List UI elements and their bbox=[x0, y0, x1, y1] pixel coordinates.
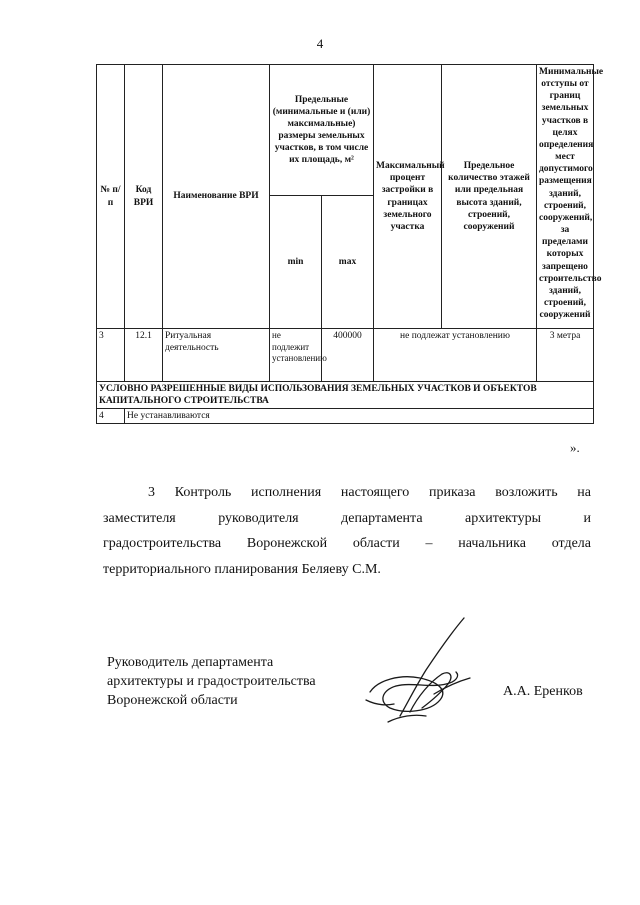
table-row bbox=[97, 329, 594, 382]
signatory-name: А.А. Еренков bbox=[503, 684, 583, 699]
paragraph-line: территориального планирования Беляеву С.М. bbox=[103, 561, 381, 577]
paragraph-3 bbox=[103, 480, 591, 582]
paragraph-line: заместителя руководителя департамента архитектуры и bbox=[103, 510, 591, 526]
table-row bbox=[97, 409, 594, 424]
header-size-group: Предельные (минимальные и (или) максимальные) размеры земельных участков, в том числе их площадь, м² bbox=[270, 65, 374, 196]
position-line: Руководитель департамента bbox=[107, 655, 274, 670]
paragraph-line: 3 Контроль исполнения настоящего приказа возложить на bbox=[148, 485, 591, 500]
page-number: 4 bbox=[316, 36, 324, 51]
header-size-min: min bbox=[270, 196, 322, 329]
row-setback: 3 метра bbox=[537, 329, 594, 382]
row-max: 400000 bbox=[322, 329, 374, 382]
quote-end: ». bbox=[570, 440, 580, 455]
header-code: Код ВРИ bbox=[125, 65, 163, 329]
row-text: Не устанавливаются bbox=[125, 409, 594, 424]
header-num: № п/п bbox=[97, 65, 125, 329]
row-percent-floors: не подлежат установлению bbox=[374, 329, 537, 382]
header-max-percent: Максимальный процент застройки в границах земельного участка bbox=[374, 65, 442, 329]
signatory-position bbox=[107, 653, 316, 710]
handwritten-signature bbox=[360, 612, 480, 737]
row-num: 3 bbox=[97, 329, 125, 382]
position-line: архитектуры и градостроительства bbox=[107, 674, 316, 689]
header-size-max: max bbox=[322, 196, 374, 329]
row-code: 12.1 bbox=[125, 329, 163, 382]
section-title: УСЛОВНО РАЗРЕШЕННЫЕ ВИДЫ ИСПОЛЬЗОВАНИЯ ЗЕМЕЛЬНЫХ УЧАСТКОВ И ОБЪЕКТОВ КАПИТАЛЬНОГО СТРОИТЕЛЬСТВА bbox=[97, 382, 594, 409]
header-setback: Минимальные отступы от границ земельных участков в целях определения мест допустимого размещения зданий, строений, сооружений, за пределами которых запрещено строительство зданий, строений, сооружений bbox=[537, 65, 594, 329]
row-min: не подлежит установлению bbox=[270, 329, 322, 382]
position-line: Воронежской области bbox=[107, 693, 238, 708]
vri-table bbox=[96, 64, 604, 424]
header-name: Наименование ВРИ bbox=[163, 65, 270, 329]
row-name: Ритуальная деятельность bbox=[163, 329, 270, 382]
paragraph-line: градостроительства Воронежской области – начальника отдела bbox=[103, 536, 591, 551]
row-num: 4 bbox=[97, 409, 125, 424]
header-floors: Предельное количество этажей или предельная высота зданий, строений, сооружений bbox=[442, 65, 537, 329]
